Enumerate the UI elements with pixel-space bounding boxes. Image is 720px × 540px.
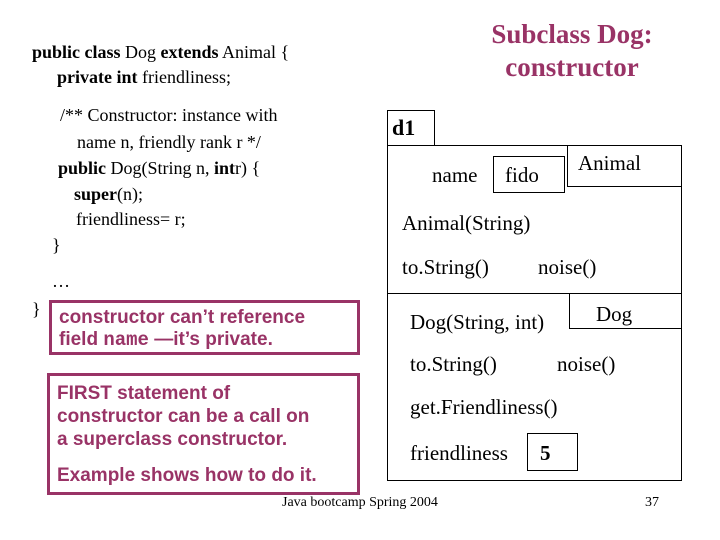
close-brace-inner: } bbox=[52, 235, 61, 255]
keyword: public class bbox=[32, 42, 121, 62]
animal-noise-method: noise() bbox=[538, 255, 597, 279]
object-label: d1 bbox=[392, 115, 416, 140]
page-number: 37 bbox=[645, 495, 659, 510]
superclass-name: Animal { bbox=[222, 42, 290, 62]
callout-first-line3: a superclass constructor. bbox=[57, 429, 288, 450]
field-name-value: fido bbox=[505, 163, 539, 187]
close-brace-outer: } bbox=[32, 299, 41, 319]
callout-first-line2: constructor can be a call on bbox=[57, 406, 310, 427]
field-declaration bbox=[57, 66, 231, 89]
super-call-args: (n); bbox=[117, 184, 144, 204]
footer-text: Java bootcamp Spring 2004 bbox=[282, 495, 438, 510]
callout-first-statement bbox=[47, 373, 360, 495]
callout-first-line4: Example shows how to do it. bbox=[57, 465, 317, 486]
keyword: int bbox=[214, 158, 236, 178]
callout-private-field-name: name bbox=[103, 329, 149, 351]
keyword: private int bbox=[57, 67, 138, 87]
constructor-signature-rest: r) { bbox=[235, 158, 261, 178]
constructor-declaration bbox=[58, 157, 260, 180]
callout-private-word: field bbox=[59, 329, 99, 350]
callout-private-rest: —it’s private. bbox=[154, 329, 273, 350]
dog-noise-method: noise() bbox=[557, 352, 616, 376]
assignment: friendliness= r; bbox=[76, 209, 186, 229]
field-name-label: name bbox=[432, 163, 478, 187]
ellipsis: … bbox=[52, 271, 70, 291]
callout-first-line1: FIRST statement of bbox=[57, 383, 231, 404]
comment-line-2: name n, friendly rank r */ bbox=[77, 132, 261, 152]
friendliness-value: 5 bbox=[540, 441, 551, 465]
animal-tostring-method: to.String() bbox=[402, 255, 489, 279]
dog-partition-label: Dog bbox=[596, 302, 633, 326]
animal-partition-label: Animal bbox=[578, 151, 641, 175]
dog-constructor: Dog(String, int) bbox=[410, 310, 545, 334]
callout-private-line1: constructor can’t reference bbox=[59, 307, 306, 328]
constructor-signature: Dog(String n, bbox=[110, 158, 210, 178]
comment-line-1: /** Constructor: instance with bbox=[60, 105, 278, 125]
callout-private-line2 bbox=[59, 328, 273, 352]
callout-private-field bbox=[49, 300, 360, 355]
class-declaration bbox=[32, 41, 289, 64]
slide-title bbox=[462, 18, 682, 84]
field-name: friendliness; bbox=[142, 67, 231, 87]
slide-title-line1: Subclass Dog: bbox=[491, 19, 653, 49]
slide-title-line2: constructor bbox=[505, 52, 639, 82]
friendliness-value-box bbox=[527, 433, 578, 471]
animal-constructor: Animal(String) bbox=[402, 211, 531, 235]
friendliness-label: friendliness bbox=[410, 441, 508, 465]
class-name: Dog bbox=[125, 42, 157, 62]
keyword: super bbox=[74, 184, 118, 204]
object-label-box bbox=[387, 110, 435, 146]
dog-getfriendliness-method: get.Friendliness() bbox=[410, 395, 558, 419]
super-call bbox=[74, 183, 143, 206]
dog-tostring-method: to.String() bbox=[410, 352, 497, 376]
keyword: extends bbox=[160, 42, 219, 62]
keyword: public bbox=[58, 158, 107, 178]
